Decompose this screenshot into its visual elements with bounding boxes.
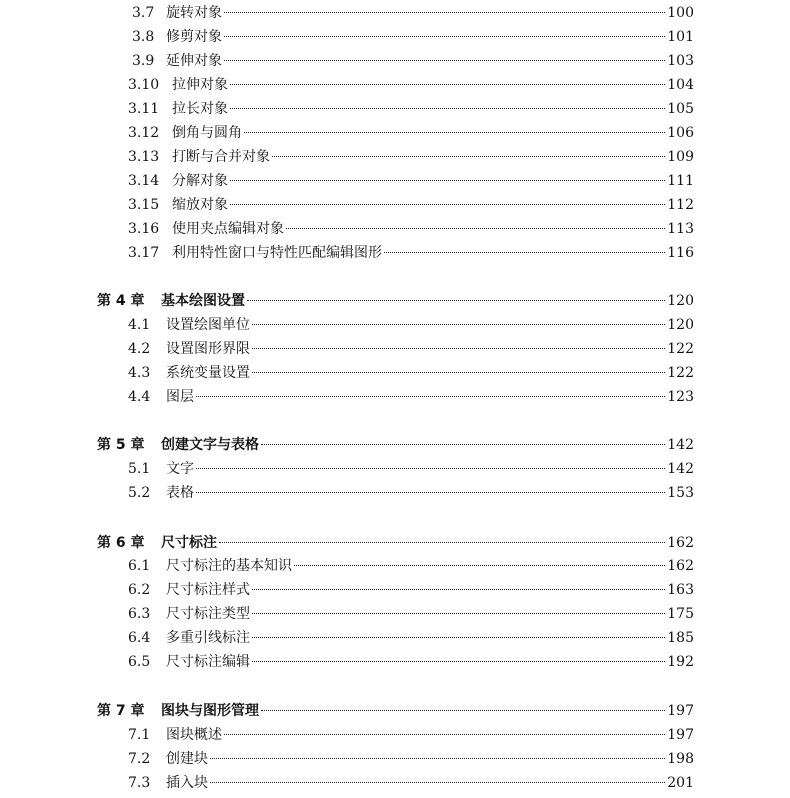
section-number: 7.2 bbox=[128, 751, 151, 767]
dot-leader bbox=[224, 734, 665, 735]
page-number: 163 bbox=[667, 582, 694, 598]
section-number: 4.4 bbox=[128, 389, 151, 405]
page-number: 123 bbox=[667, 389, 694, 405]
chapter-number: 第 5 章 bbox=[97, 437, 145, 453]
dot-leader bbox=[252, 324, 665, 325]
section-number: 3.11 bbox=[128, 101, 160, 117]
section-number: 3.15 bbox=[128, 197, 160, 213]
toc-entry[interactable] bbox=[132, 50, 694, 72]
toc-entry[interactable] bbox=[128, 386, 694, 408]
section-number: 6.1 bbox=[128, 558, 151, 574]
page-number: 103 bbox=[667, 53, 694, 69]
section-title: 拉长对象 bbox=[172, 101, 228, 117]
dot-leader bbox=[224, 36, 665, 37]
section-number: 6.5 bbox=[128, 654, 151, 670]
dot-leader bbox=[230, 204, 665, 205]
dot-leader bbox=[224, 60, 665, 61]
section-title: 尺寸标注的基本知识 bbox=[166, 558, 292, 574]
section-title: 图块概述 bbox=[166, 727, 222, 743]
toc-entry[interactable] bbox=[128, 482, 694, 504]
page-number: 122 bbox=[667, 341, 694, 357]
section-number: 6.4 bbox=[128, 630, 151, 646]
dot-leader bbox=[252, 348, 665, 349]
chapter-number: 第 6 章 bbox=[97, 535, 145, 551]
toc-entry[interactable] bbox=[128, 170, 694, 192]
page-number: 142 bbox=[667, 437, 694, 453]
page-number: 153 bbox=[667, 485, 694, 501]
dot-leader bbox=[210, 782, 665, 783]
toc-entry[interactable] bbox=[128, 338, 694, 360]
dot-leader bbox=[272, 156, 665, 157]
section-number: 5.2 bbox=[128, 485, 151, 501]
toc-entry[interactable] bbox=[128, 458, 694, 480]
dot-leader bbox=[196, 396, 665, 397]
page-number: 201 bbox=[667, 775, 694, 791]
page-number: 104 bbox=[667, 77, 694, 93]
section-number: 3.17 bbox=[128, 245, 160, 261]
section-number: 6.2 bbox=[128, 582, 151, 598]
toc-entry[interactable] bbox=[128, 603, 694, 625]
toc-entry[interactable] bbox=[128, 651, 694, 673]
page-number: 185 bbox=[667, 630, 694, 646]
page-number: 113 bbox=[667, 221, 694, 237]
dot-leader bbox=[252, 661, 665, 662]
page-number: 162 bbox=[667, 558, 694, 574]
section-title: 使用夹点编辑对象 bbox=[172, 221, 284, 237]
page-number: 100 bbox=[667, 5, 694, 21]
section-number: 3.12 bbox=[128, 125, 160, 141]
section-title: 利用特性窗口与特性匹配编辑图形 bbox=[172, 245, 382, 261]
dot-leader bbox=[210, 758, 665, 759]
dot-leader bbox=[252, 372, 665, 373]
page-number: 192 bbox=[667, 654, 694, 670]
section-title: 设置图形界限 bbox=[166, 341, 250, 357]
page-number: 120 bbox=[667, 317, 694, 333]
dot-leader bbox=[252, 589, 665, 590]
page-number: 162 bbox=[667, 535, 694, 551]
page-number: 197 bbox=[667, 727, 694, 743]
dot-leader bbox=[247, 300, 665, 301]
dot-leader bbox=[230, 180, 665, 181]
page-number: 101 bbox=[667, 29, 694, 45]
page-number: 120 bbox=[667, 293, 694, 309]
section-number: 6.3 bbox=[128, 606, 151, 622]
section-number: 3.13 bbox=[128, 149, 160, 165]
page-number: 109 bbox=[667, 149, 694, 165]
dot-leader bbox=[244, 132, 665, 133]
toc-entry[interactable] bbox=[128, 724, 694, 746]
section-title: 多重引线标注 bbox=[166, 630, 250, 646]
dot-leader bbox=[261, 444, 665, 445]
toc-entry[interactable] bbox=[128, 772, 694, 794]
dot-leader bbox=[219, 542, 665, 543]
section-title: 创建块 bbox=[166, 751, 208, 767]
section-title: 尺寸标注编辑 bbox=[166, 654, 250, 670]
section-number: 7.3 bbox=[128, 775, 151, 791]
dot-leader bbox=[252, 637, 665, 638]
toc-entry[interactable] bbox=[128, 748, 694, 770]
dot-leader bbox=[252, 613, 665, 614]
section-number: 5.1 bbox=[128, 461, 151, 477]
page-number: 106 bbox=[667, 125, 694, 141]
page-number: 111 bbox=[667, 173, 694, 189]
section-title: 图层 bbox=[166, 389, 194, 405]
toc-entry[interactable] bbox=[128, 242, 694, 264]
chapter-title: 图块与图形管理 bbox=[161, 703, 259, 719]
chapter-number: 第 7 章 bbox=[97, 703, 145, 719]
section-title: 旋转对象 bbox=[166, 5, 222, 21]
dot-leader bbox=[196, 468, 665, 469]
section-title: 表格 bbox=[166, 485, 194, 501]
section-number: 4.3 bbox=[128, 365, 151, 381]
section-title: 系统变量设置 bbox=[166, 365, 250, 381]
section-title: 尺寸标注样式 bbox=[166, 582, 250, 598]
page-number: 198 bbox=[667, 751, 694, 767]
toc-entry[interactable] bbox=[128, 579, 694, 601]
toc-entry[interactable] bbox=[128, 74, 694, 96]
page-number: 116 bbox=[667, 245, 694, 261]
toc-entry[interactable] bbox=[128, 146, 694, 168]
section-title: 倒角与圆角 bbox=[172, 125, 242, 141]
toc-entry[interactable] bbox=[132, 2, 694, 24]
toc-entry[interactable] bbox=[128, 122, 694, 144]
toc-entry[interactable] bbox=[128, 218, 694, 240]
toc-chapter-entry[interactable] bbox=[97, 290, 694, 312]
dot-leader bbox=[261, 710, 665, 711]
chapter-title: 基本绘图设置 bbox=[161, 293, 245, 309]
toc-entry[interactable] bbox=[128, 555, 694, 577]
toc-chapter-entry[interactable] bbox=[97, 434, 694, 456]
toc-entry[interactable] bbox=[128, 194, 694, 216]
section-number: 3.8 bbox=[132, 29, 155, 45]
section-title: 缩放对象 bbox=[172, 197, 228, 213]
section-title: 打断与合并对象 bbox=[172, 149, 270, 165]
section-title: 修剪对象 bbox=[166, 29, 222, 45]
dot-leader bbox=[384, 252, 665, 253]
dot-leader bbox=[230, 108, 665, 109]
toc-entry[interactable] bbox=[132, 26, 694, 48]
section-title: 设置绘图单位 bbox=[166, 317, 250, 333]
section-number: 7.1 bbox=[128, 727, 151, 743]
section-number: 4.1 bbox=[128, 317, 151, 333]
chapter-number: 第 4 章 bbox=[97, 293, 145, 309]
dot-leader bbox=[196, 492, 665, 493]
section-number: 3.7 bbox=[132, 5, 155, 21]
page-number: 197 bbox=[667, 703, 694, 719]
page-number: 175 bbox=[667, 606, 694, 622]
dot-leader bbox=[286, 228, 665, 229]
section-title: 分解对象 bbox=[172, 173, 228, 189]
section-number: 3.14 bbox=[128, 173, 160, 189]
toc-chapter-entry[interactable] bbox=[97, 700, 694, 722]
page-number: 112 bbox=[667, 197, 694, 213]
chapter-title: 尺寸标注 bbox=[161, 535, 217, 551]
section-number: 3.9 bbox=[132, 53, 155, 69]
section-title: 延伸对象 bbox=[166, 53, 222, 69]
dot-leader bbox=[230, 84, 665, 85]
section-title: 文字 bbox=[166, 461, 194, 477]
section-title: 尺寸标注类型 bbox=[166, 606, 250, 622]
section-number: 3.10 bbox=[128, 77, 160, 93]
dot-leader bbox=[224, 12, 665, 13]
page-number: 142 bbox=[667, 461, 694, 477]
toc-entry[interactable] bbox=[128, 362, 694, 384]
toc-entry[interactable] bbox=[128, 627, 694, 649]
page-number: 105 bbox=[667, 101, 694, 117]
dot-leader bbox=[294, 565, 665, 566]
toc-chapter-entry[interactable] bbox=[97, 532, 694, 554]
section-title: 插入块 bbox=[166, 775, 208, 791]
section-number: 3.16 bbox=[128, 221, 160, 237]
toc-entry[interactable] bbox=[128, 314, 694, 336]
section-number: 4.2 bbox=[128, 341, 151, 357]
section-title: 拉伸对象 bbox=[172, 77, 228, 93]
page-number: 122 bbox=[667, 365, 694, 381]
chapter-title: 创建文字与表格 bbox=[161, 437, 259, 453]
toc-entry[interactable] bbox=[128, 98, 694, 120]
